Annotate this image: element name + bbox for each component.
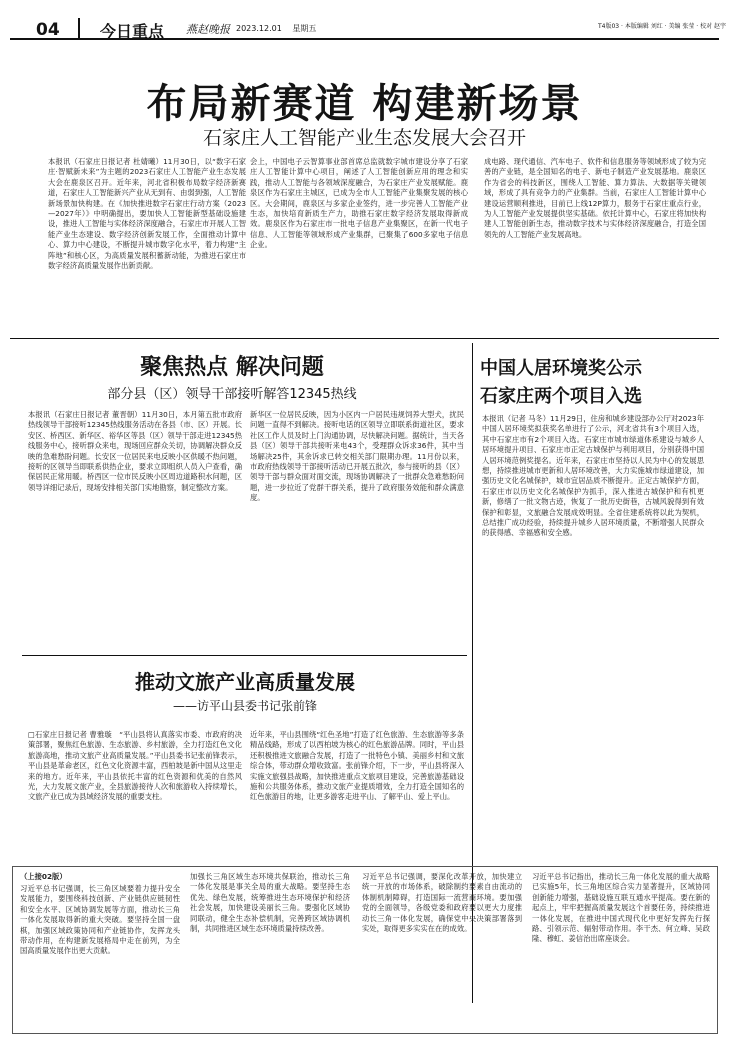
story1-column-3: 成电路、现代通信、汽车电子、软件和信息服务等领域形成了较为完善的产业链，是全国知名的电子、新电子制造产业发展基地。鹿泉区作为省会的科技新区，围绕人工智能、算力算法、大数据等关键领域，形成了具有竞争力的产业集群。当前，石家庄人工智能计算中心建设运营顺利推进，目前已上线12P算力，服务于石家庄重点行业，为人工智能产业发展提供坚实基础。依托计算中心，石家庄将加快构建人工智能创新生态，推动数字技术与实体经济深度融合，打造全国领先的人工智能产业发展高地。 <box>484 157 706 239</box>
story3-headline-2: 石家庄两个项目入选 <box>480 386 642 407</box>
story5-column-2: 加强长三角区域生态环境共保联治，推动长三角一体化发展是事关全局的重大战略。要坚持生态优先、绿色发展，统筹推进生态环境保护和经济社会发展，加快建设美丽长三角。要强化区域协同联动，健全生态补偿机制，完善跨区域协调机制，共同推进区域生态环境质量持续改善。 <box>190 872 350 934</box>
story2-headline: 聚焦热点 解决问题 <box>140 355 324 380</box>
story1-headline: 布局新赛道 构建新场景 <box>146 80 583 127</box>
section-title: 今日重点 <box>100 22 165 41</box>
story3-body: 本报讯（记者 马冬）11月29日，住房和城乡建设部办公厅对2023年中国人居环境奖拟获奖名单进行了公示，河北省共有3个项目入选，其中石家庄市有2个项目入选。石家庄市城市绿道体系建设与城乡人居环境提升项目、石家庄市正定古城保护与利用项目，分别获得中国人居环境范例奖提名。近年来，石家庄市坚持以人民为中心的发展思想，持续推进城市更新和人居环境改善，大力实施城市绿道建设，加强历史文化名城保护，城市宜居品质不断提升。正定古城保护方面，石家庄市以历史文化名城保护为抓手，深入推进古城保护和有机更新，修缮了一批文物古迹，恢复了一批历史街巷，古城风貌得到有效保护和彰显，文旅融合发展成效明显。全省住建系统将以此为契机，总结推广成功经验，持续提升城乡人居环境质量，不断增强人民群众的获得感、幸福感和安全感。 <box>482 414 704 538</box>
continuation-label: （上接02版） <box>20 872 67 881</box>
paper-name: 燕赵晚报 <box>186 23 230 36</box>
story3-headline-1: 中国人居环境奖公示 <box>480 358 642 379</box>
date-text: 2023.12.01 <box>236 24 282 33</box>
story5-column-3: 习近平总书记强调，要深化改革开放，加快建立统一开放的市场体系，破除制约要素自由流动的体制机制障碍，打造国际一流营商环境。要加强党的全面领导，各级党委和政府要以更大力度推动长三角一体化发展，确保党中央决策部署落到实处，取得更多实实在在的成效。 <box>362 872 522 934</box>
story5-column-1: 习近平总书记强调，长三角区域要着力提升安全发展能力，要围绕科技创新、产业链供应链韧性和安全水平、区域协调发展等方面，推动长三角一体化发展取得新的重大突破。要坚持全国一盘棋，加强区域政策协同和产业链协作，发挥龙头带动作用，在构建新发展格局中走在前列，为全国高质量发展作出更大贡献。 <box>20 884 180 956</box>
weekday-text: 星期五 <box>292 24 317 33</box>
editor-info: T4版03 · 本版编辑 刘红 · 美编 张莹 · 校对 赵宇 <box>598 23 727 30</box>
story2-column-2: 新华区一位居民反映，因为小区内一户居民违规饲养大型犬，扰民问题一直得不到解决。接听电话的区领导立即联系街道社区，要求社区工作人员及时上门沟通协调，尽快解决问题。据统计，当天各县（区）领导干部共接听来电43个，受理群众诉求36件，其中当场解决25件，其余诉求已转交相关部门限期办理。11月份以来，市政府热线领导干部接听活动已开展五批次，参与接听的县（区）领导干部与群众面对面交流，现场协调解决了一批群众急难愁盼问题，进一步拉近了党群干群关系，提升了政府服务效能和群众满意度。 <box>250 410 464 503</box>
page-number: 04 <box>36 20 60 40</box>
section-divider <box>10 338 719 339</box>
story4-column-1: □石家庄日报记者 曹雅璇 “平山县将认真落实市委、市政府的决策部署，聚焦红色旅游、生态旅游、乡村旅游，全力打造红色文化旅游高地，推动文旅产业高质量发展。”平山县委书记张前锋表示，平山县是革命老区，红色文化资源丰富，西柏坡是新中国从这里走来的地方。近年来，平山县依托丰富的红色资源和优美的自然风光，大力发展文旅产业，全县旅游接待人次和旅游收入持续增长，文旅产业已成为县域经济发展的重要支柱。 <box>28 730 242 802</box>
story1-column-2: 会上，中国电子云智算事业部首席总监就数字城市建设分享了石家庄人工智能计算中心项目，阐述了人工智能创新应用的理念和实践，推动人工智能与各领域深度融合，为石家庄产业发展赋能。鹿泉区作为石家庄主城区，已成为全市人工智能产业集聚发展的核心区。大会期间，鹿泉区与多家企业签约，进一步完善人工智能产业生态，加快培育新质生产力，助推石家庄数字经济发展取得新成效。鹿泉区作为石家庄市一批电子信息产业集聚区，在新一代电子信息、人工智能等领域形成产业集群，已聚集了600多家电子信息企业。 <box>250 157 468 250</box>
story4-column-2: 近年来，平山县围绕“红色圣地”打造了红色旅游、生态旅游等多条精品线路，形成了以西柏坡为核心的红色旅游品牌。同时，平山县还积极推进文旅融合发展，打造了一批特色小镇、美丽乡村和文旅综合体，带动群众增收致富。张前锋介绍，下一步，平山县将深入实施文旅强县战略，加快推进重点文旅项目建设，完善旅游基础设施和公共服务体系，推动文旅产业提质增效，全力打造全国知名的红色旅游目的地，让更多游客走进平山、了解平山、爱上平山。 <box>250 730 464 802</box>
story4-top-rule <box>22 655 467 656</box>
story2-subheadline: 部分县（区）领导干部接听解答12345热线 <box>107 387 357 402</box>
story5-column-4: 习近平总书记指出，推动长三角一体化发展的重大战略已实施5年，长三角地区综合实力显著提升，区域协同创新能力增强，基础设施互联互通水平提高。要在新的起点上，牢牢把握高质量发展这个首要任务，持续推进一体化发展，在推进中国式现代化中更好发挥先行探路、引领示范、辐射带动作用。李干杰、何立峰、吴政隆、穆虹、姜信治出席座谈会。 <box>532 872 710 944</box>
story2-column-1: 本报讯（石家庄日报记者 董晋朝）11月30日，本月第五批市政府热线领导干部接听12345热线服务活动在各县（市、区）开展。长安区、桥西区、新华区、裕华区等县（区）领导干部走进12345热线服务中心，接听群众来电，现场回应群众关切，协调解决群众反映的急难愁盼问题。长安区一位居民来电反映小区供暖不热问题，接听的区领导当即联系供热企业，要求立即组织人员入户查看，确保居民正常用暖。桥西区一位市民反映小区周边道路积水问题，区领导详细记录后，现场安排相关部门实地勘察，制定整改方案。 <box>28 410 242 492</box>
story4-headline: 推动文旅产业高质量发展 <box>135 670 355 694</box>
story1-subheadline: 石家庄人工智能产业生态发展大会召开 <box>202 127 526 149</box>
issue-date <box>236 23 316 34</box>
story4-subheadline: ——访平山县委书记张前锋 <box>172 699 317 713</box>
masthead-divider <box>78 18 80 38</box>
story1-column-1: 本报讯（石家庄日报记者 杜婧曦）11月30日，以“数字石家庄·智赋新未来”为主题的2023石家庄人工智能产业生态发展大会在鹿泉区召开。近年来，河北省积极布局数字经济新赛道，石家庄人工智能新兴产业从无到有、由弱到强，人工智能新场景加快构建。在《加快推进数字石家庄行动方案（2023—2027年）》中明确提出，要加快人工智能新型基础设施建设，推进人工智能与实体经济深度融合，石家庄市开展人工智能产业生态建设、数字经济创新发展工作，全面推动计算中心、算力中心建设，不断提升城市数字化水平，着力构建“主阵地”和核心区，为高质量发展积蓄新动能，为推进石家庄市数字经济高质量发展作出新贡献。 <box>48 157 246 271</box>
